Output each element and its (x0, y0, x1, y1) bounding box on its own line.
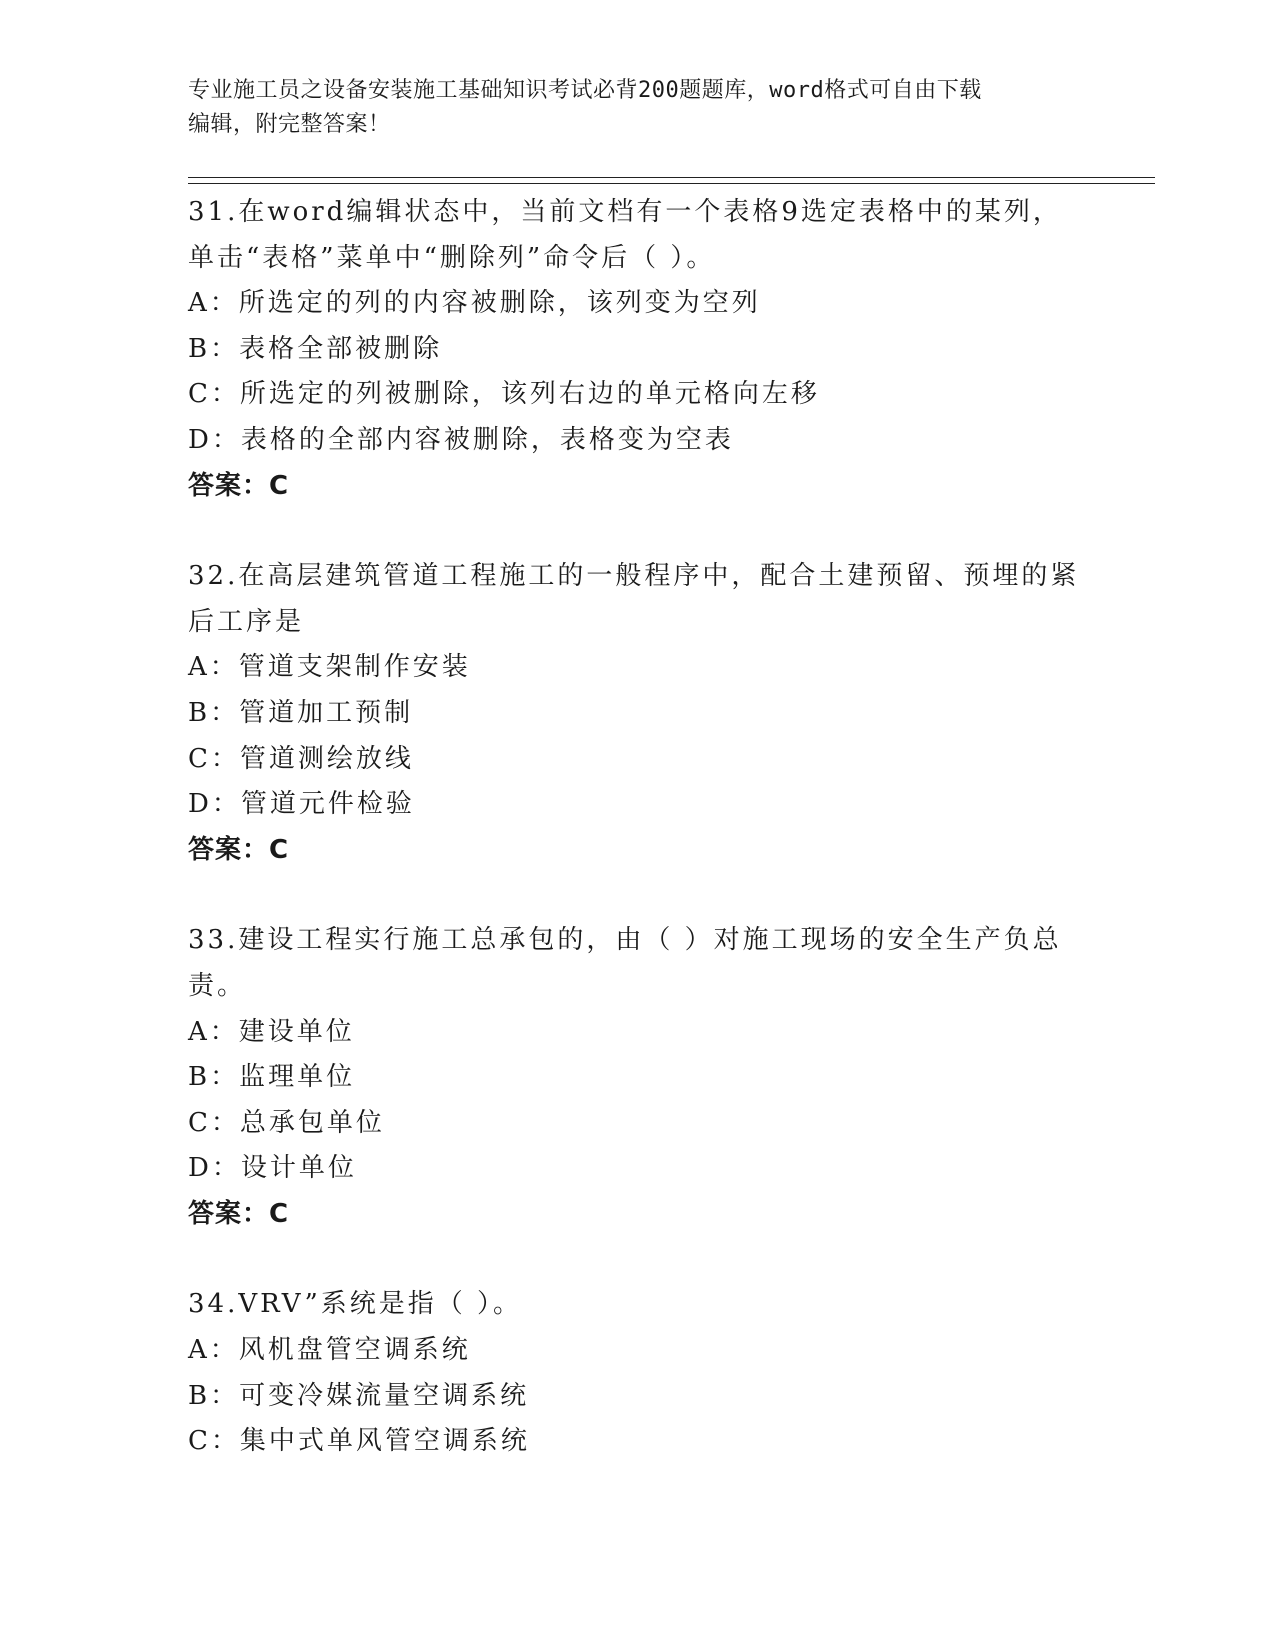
answer-line: 答案：C (188, 470, 290, 501)
option-b: B：监理单位 (188, 1062, 356, 1093)
option-a: A：建设单位 (188, 1016, 355, 1047)
option-c: C：管道测绘放线 (188, 743, 414, 774)
option-d: D：管道元件检验 (188, 789, 415, 820)
option-c: C：所选定的列被删除，该列右边的单元格向左移 (188, 379, 820, 410)
option-d: D：设计单位 (188, 1153, 357, 1184)
question-33 (188, 918, 1088, 1237)
question-stem-line: 责。 (188, 970, 247, 1001)
option-b: B：可变冷媒流量空调系统 (188, 1380, 530, 1411)
question-stem-line: 后工序是 (188, 606, 305, 637)
question-31 (188, 190, 1088, 509)
question-stem-line: 单击“表格”菜单中“删除列”命令后（ ）。 (188, 242, 716, 273)
header-divider-bottom (188, 183, 1155, 184)
question-34 (188, 1282, 1088, 1464)
question-list (188, 190, 1088, 1510)
question-stem-line: 33.建设工程实行施工总承包的，由（ ）对施工现场的安全生产负总 (188, 925, 1062, 956)
header-divider-top (188, 177, 1155, 178)
header-line-1: 专业施工员之设备安装施工基础知识考试必背200题题库，word格式可自由下载 (188, 78, 982, 103)
question-32 (188, 554, 1088, 873)
answer-line: 答案：C (188, 834, 290, 865)
document-header (188, 74, 1088, 142)
option-c: C：总承包单位 (188, 1107, 385, 1138)
option-a: A：风机盘管空调系统 (188, 1335, 471, 1366)
option-b: B：表格全部被删除 (188, 333, 443, 364)
option-d: D：表格的全部内容被删除，表格变为空表 (188, 424, 734, 455)
header-line-2: 编辑，附完整答案！ (188, 112, 391, 137)
option-b: B：管道加工预制 (188, 697, 414, 728)
question-stem-line: 31.在word编辑状态中，当前文档有一个表格9选定表格中的某列， (188, 197, 1062, 227)
option-a: A：管道支架制作安装 (188, 652, 471, 683)
question-stem-line: 34.VRV”系统是指（ ）。 (188, 1289, 523, 1320)
question-stem-line: 32.在高层建筑管道工程施工的一般程序中，配合土建预留、预埋的紧 (188, 561, 1080, 592)
option-a: A：所选定的列的内容被删除，该列变为空列 (188, 288, 761, 319)
option-c: C：集中式单风管空调系统 (188, 1426, 530, 1457)
answer-line: 答案：C (188, 1198, 290, 1229)
